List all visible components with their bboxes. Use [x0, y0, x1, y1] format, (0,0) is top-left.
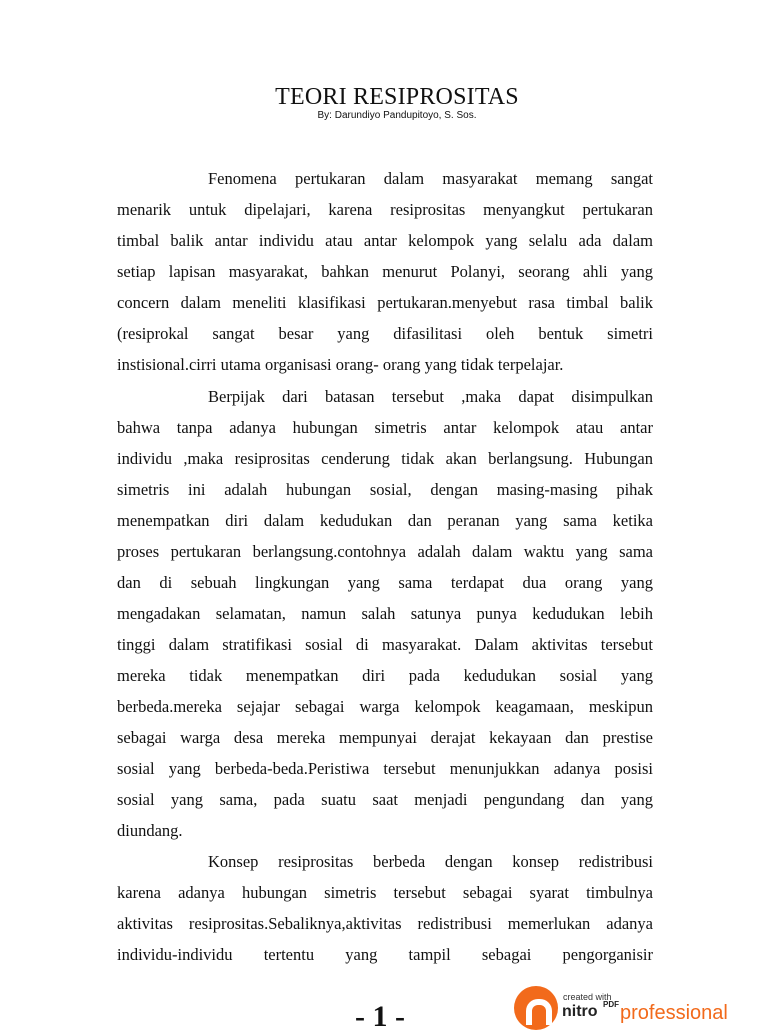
text-line: timbal balik antar individu atau antar kelompok yang selalu ada dalam [117, 231, 653, 250]
text-line: karena adanya hubungan simetris tersebut sebagai syarat timbulnya [117, 883, 653, 902]
text-line: mereka tidak menempatkan diri pada kedudukan sosial yang [117, 666, 653, 685]
text-line: menempatkan diri dalam kedudukan dan peranan yang sama ketika [117, 511, 653, 530]
text-line: proses pertukaran berlangsung.contohnya adalah dalam waktu yang sama [117, 542, 653, 561]
page-title: TEORI RESIPROSITAS [275, 84, 519, 110]
text-line: menarik untuk dipelajari, karena resiprositas menyangkut pertukaran [117, 200, 653, 219]
watermark-brand: nitro [562, 1003, 598, 1020]
watermark-created-with: created with [563, 992, 612, 1002]
text-line: Konsep resiprositas berbeda dengan konsep redistribusi [208, 852, 653, 871]
text-line: dan di sebuah lingkungan yang sama terdapat dua orang yang [117, 573, 653, 592]
text-line: diundang. [117, 821, 183, 840]
text-line: simetris ini adalah hubungan sosial, dengan masing-masing pihak [117, 480, 653, 499]
text-line: setiap lapisan masyarakat, bahkan menurut Polanyi, seorang ahli yang [117, 262, 653, 281]
text-line: sosial yang sama, pada suatu saat menjadi pengundang dan yang [117, 790, 653, 809]
text-line: aktivitas resiprositas.Sebaliknya,aktivitas redistribusi memerlukan adanya [117, 914, 653, 933]
text-line: bahwa tanpa adanya hubungan simetris antar kelompok atau antar [117, 418, 653, 437]
watermark-edition: professional [620, 1002, 728, 1024]
author-byline: By: Darundiyo Pandupitoyo, S. Sos. [317, 110, 477, 121]
text-line: berbeda.mereka sejajar sebagai warga kelompok keagamaan, meskipun [117, 697, 653, 716]
text-line: Berpijak dari batasan tersebut ,maka dapat disimpulkan [208, 387, 653, 406]
watermark-pdf: PDF [603, 1000, 619, 1009]
text-line: Fenomena pertukaran dalam masyarakat memang sangat [208, 169, 653, 188]
text-line: tinggi dalam stratifikasi sosial di masyarakat. Dalam aktivitas tersebut [117, 635, 653, 654]
text-line: mengadakan selamatan, namun salah satunya punya kedudukan lebih [117, 604, 653, 623]
nitro-logo-icon [514, 986, 558, 1030]
text-line: sosial yang berbeda-beda.Peristiwa tersebut menunjukkan adanya posisi [117, 759, 653, 778]
page-number: - 1 - [355, 1000, 405, 1033]
text-line: (resiprokal sangat besar yang difasilitasi oleh bentuk simetri [117, 324, 653, 343]
text-line: individu ,maka resiprositas cenderung tidak akan berlangsung. Hubungan [117, 449, 653, 468]
text-line: sebagai warga desa mereka mempunyai derajat kekayaan dan prestise [117, 728, 653, 747]
text-line: individu-individu tertentu yang tampil sebagai pengorganisir [117, 945, 653, 964]
nitro-watermark [512, 978, 728, 1024]
text-line: concern dalam meneliti klasifikasi pertukaran.menyebut rasa timbal balik [117, 293, 653, 312]
text-line: instisional.cirri utama organisasi orang- orang yang tidak terpelajar. [117, 355, 564, 374]
